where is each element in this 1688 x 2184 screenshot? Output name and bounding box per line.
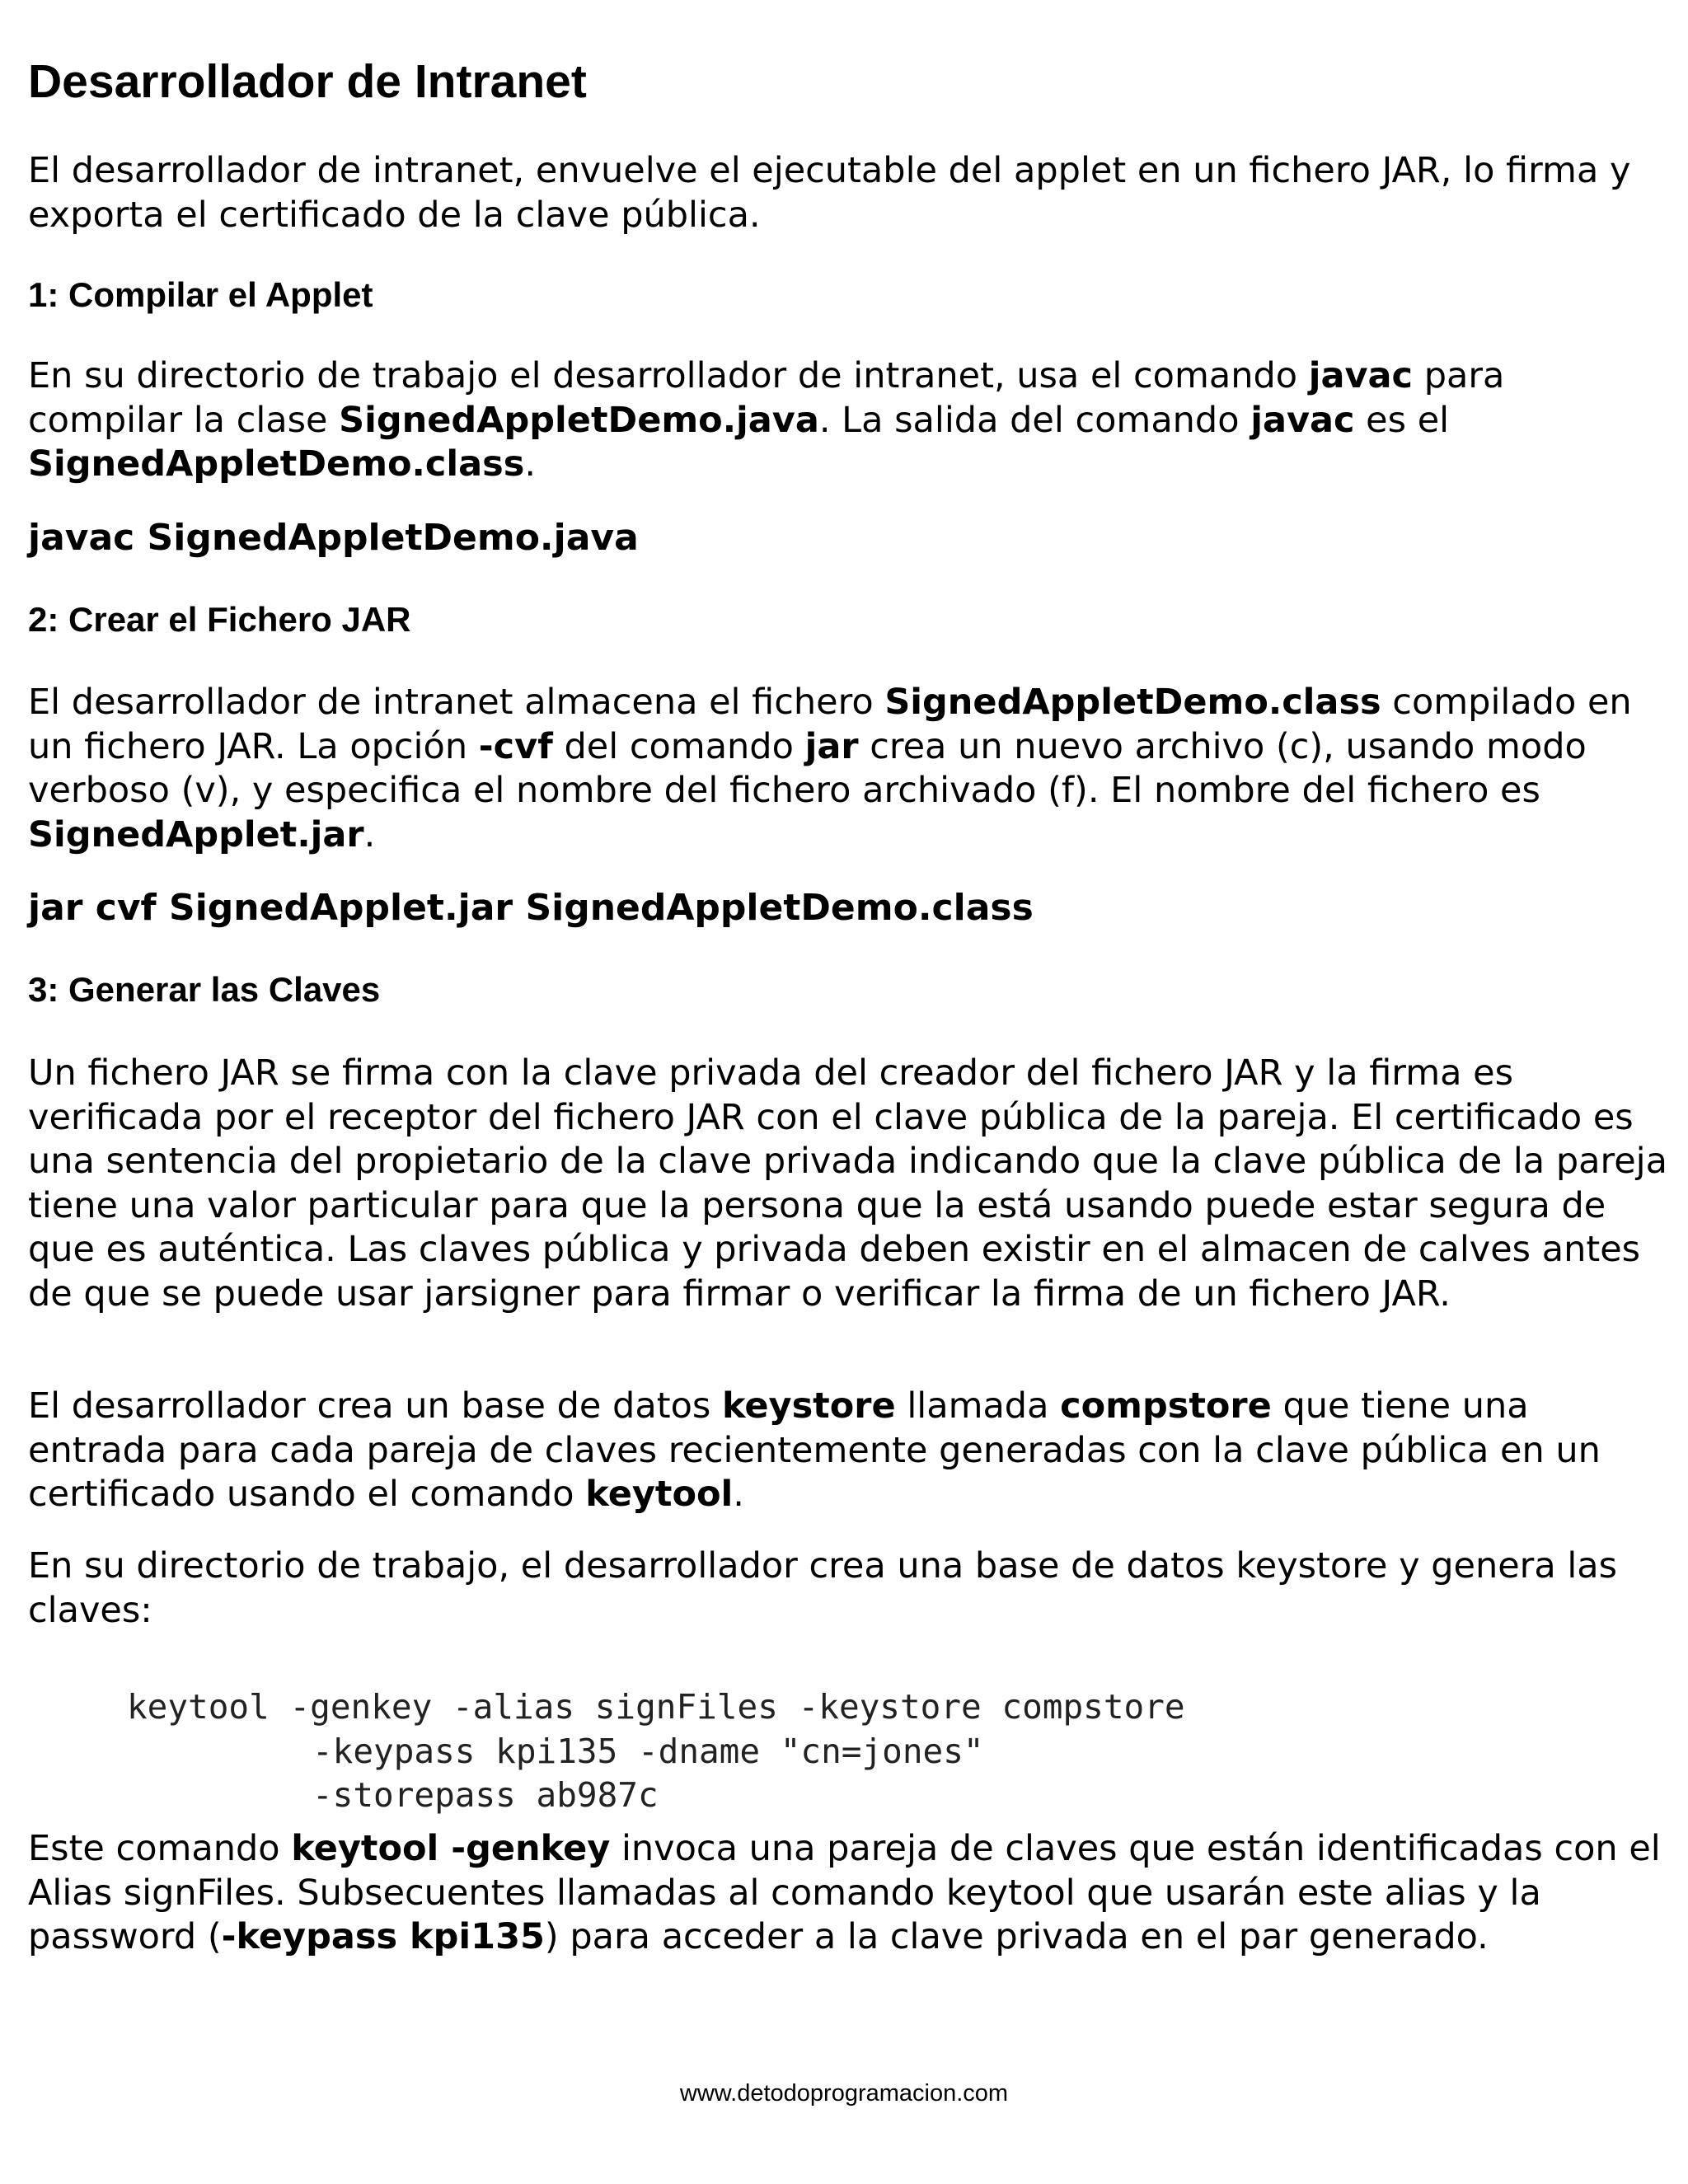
inline-code-java-file: SignedAppletDemo.java [339,399,819,441]
inline-code-keystore: keystore [721,1385,896,1427]
inline-code-keytool: keytool [585,1474,734,1515]
section-3-paragraph-4: Este comando keytool -genkey invoca una pareja de claves que están identificadas con el Alias signFiles. Subsecuentes llamadas al comando keytool que usarán este alias y la password (-keypass kpi135) para acceder a la clave privada en el par generado. [28,1828,1661,1957]
section-3-heading: 3: Generar las Claves [28,970,381,1009]
section-1-heading: 1: Compilar el Applet [28,275,373,314]
inline-code-javac: javac [1308,355,1414,396]
inline-code-cvf: -cvf [478,725,553,767]
section-3-paragraph-3: En su directorio de trabajo, el desarrollador crea una base de datos keystore y genera las claves: [28,1545,1618,1631]
jar-command: jar cvf SignedApplet.jar SignedAppletDemo.class [28,887,1034,929]
section-3-paragraph-2: El desarrollador crea un base de datos keystore llamada compstore que tiene una entrada para cada pareja de claves recientemente generadas con la clave pública en un certificado usando el comando keytool. [28,1385,1601,1515]
code-line: keytool -genkey -alias signFiles -keystore compstore [127,1687,1185,1727]
inline-code-javac: javac [1250,399,1355,441]
section-2-heading: 2: Crear el Fichero JAR [28,600,411,639]
section-2-paragraph: El desarrollador de intranet almacena el fichero SignedAppletDemo.class compilado en un fichero JAR. La opción -cvf del comando jar crea un nuevo archivo (c), usando modo verboso (v), y especifica el nombre del fichero archivado (f). El nombre del fichero es SignedApplet.jar. [28,682,1632,855]
inline-code-keypass: -keypass kpi135 [221,1916,545,1957]
code-line: -storepass ab987c [312,1775,659,1815]
inline-code-class-file: SignedAppletDemo.class [884,682,1381,723]
code-line: -keypass kpi135 -dname "cn=jones" [312,1731,984,1771]
inline-code-jar-file: SignedApplet.jar [28,813,364,855]
inline-code-class-file: SignedAppletDemo.class [28,443,525,485]
page-title: Desarrollador de Intranet [28,55,587,108]
inline-code-compstore: compstore [1060,1385,1272,1427]
inline-code-jar: jar [804,725,859,767]
intro-paragraph: El desarrollador de intranet, envuelve el ejecutable del applet en un fichero JAR, lo firma y exporta el certificado de la clave pública. [28,150,1631,236]
keytool-code-block [127,1685,1185,1818]
section-3-paragraph-1: Un fichero JAR se firma con la clave privada del creador del fichero JAR y la firma es verificada por el receptor del fichero JAR con el clave pública de la pareja. El certificado es una sentencia del propietario de la clave privada indicando que la clave pública de la pareja tiene una valor particular para que la persona que la está usando puede estar segura de que es auténtica. Las claves pública y privada deben existir en el almacen de calves antes de que se puede usar jarsigner para firmar o verificar la firma de un fichero JAR. [28,1052,1667,1315]
footer-url: www.detodoprogramacion.com [679,2080,1009,2107]
inline-code-keytool-genkey: keytool -genkey [291,1828,611,1869]
javac-command: javac SignedAppletDemo.java [28,517,639,559]
section-1-paragraph: En su directorio de trabajo el desarrollador de intranet, usa el comando javac para compilar la clase SignedAppletDemo.java. La salida del comando javac es el SignedAppletDemo.class. [28,355,1505,485]
